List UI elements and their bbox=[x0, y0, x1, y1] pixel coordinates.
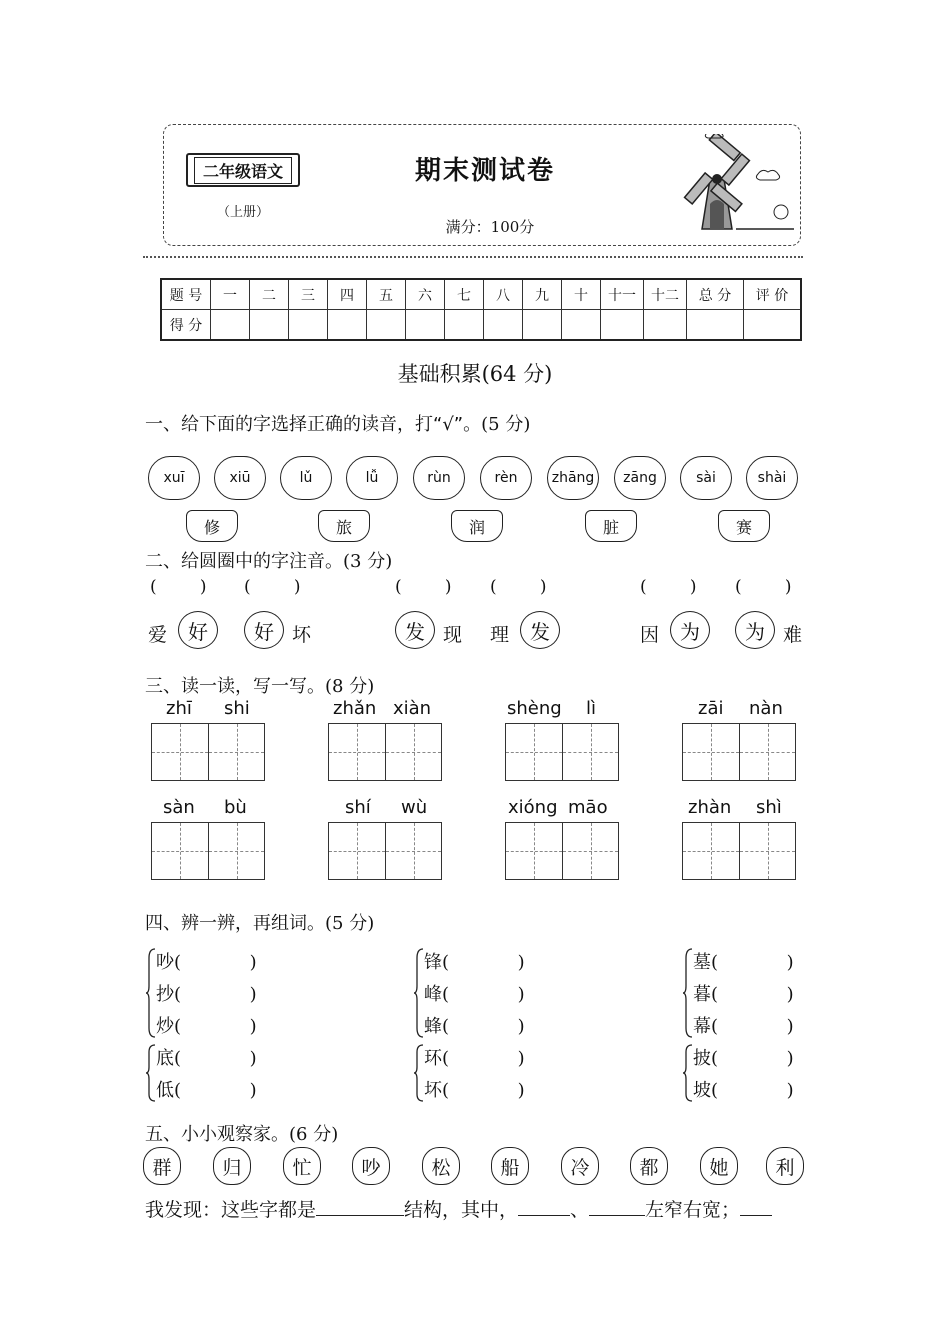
score-input[interactable] bbox=[406, 310, 445, 341]
circled-char: 好 bbox=[244, 611, 284, 649]
pinyin-option[interactable]: rùn bbox=[413, 456, 465, 500]
answer-paren[interactable]: ( ) bbox=[244, 577, 301, 597]
pinyin-option[interactable]: zāng bbox=[614, 456, 666, 500]
table-cell: 六 bbox=[406, 279, 445, 310]
plain-char: 坏 bbox=[292, 624, 312, 646]
table-cell: 十一 bbox=[601, 279, 644, 310]
brace-icon bbox=[414, 1044, 424, 1102]
table-cell: 九 bbox=[523, 279, 562, 310]
brace-icon bbox=[414, 948, 424, 1038]
score-input[interactable] bbox=[687, 310, 744, 341]
score-input[interactable] bbox=[211, 310, 250, 341]
word-item[interactable]: 幕( ) bbox=[693, 1016, 794, 1037]
answer-blank[interactable] bbox=[589, 1197, 645, 1216]
table-cell: 一 bbox=[211, 279, 250, 310]
plain-char: 现 bbox=[443, 624, 463, 646]
character-pot: 修 bbox=[186, 510, 238, 542]
flower-char: 忙 bbox=[283, 1147, 321, 1185]
pinyin: sàn bbox=[163, 797, 195, 818]
flower-char: 冷 bbox=[561, 1147, 599, 1185]
question-text: 一、给下面的字选择正确的读音，打“√”。 bbox=[145, 414, 482, 435]
pinyin-option[interactable]: rèn bbox=[480, 456, 532, 500]
question-text: 四、辨一辨，再组词。 bbox=[145, 913, 325, 934]
word-item[interactable]: 坏( ) bbox=[424, 1080, 525, 1101]
writing-grid[interactable] bbox=[151, 723, 265, 781]
character-pot: 赛 bbox=[718, 510, 770, 542]
table-cell: 二 bbox=[250, 279, 289, 310]
answer-paren[interactable]: ( ) bbox=[735, 577, 792, 597]
pinyin: māo bbox=[568, 797, 608, 818]
question-3-title bbox=[145, 672, 374, 698]
pinyin-option[interactable]: sài bbox=[680, 456, 732, 500]
pinyin: zhàn bbox=[688, 797, 732, 818]
observation-text: 结构，其中， bbox=[404, 1199, 519, 1221]
flower-char: 都 bbox=[630, 1147, 668, 1185]
brace-icon bbox=[146, 1044, 156, 1102]
writing-grid[interactable] bbox=[328, 723, 442, 781]
pinyin: shèng bbox=[507, 698, 562, 719]
section-title: 基础积累(64 分) bbox=[397, 362, 553, 386]
separator bbox=[143, 256, 803, 258]
word-item[interactable]: 锋( ) bbox=[424, 952, 525, 973]
table-cell: 得 分 bbox=[161, 310, 211, 341]
table-cell: 七 bbox=[445, 279, 484, 310]
score-input[interactable] bbox=[445, 310, 484, 341]
question-2-title bbox=[145, 547, 392, 573]
pinyin: lì bbox=[586, 698, 597, 719]
question-text: 三、读一读，写一写。 bbox=[145, 676, 325, 697]
score-input[interactable] bbox=[484, 310, 523, 341]
question-text: 五、小小观察家。 bbox=[145, 1124, 289, 1145]
flower-char: 利 bbox=[766, 1147, 804, 1185]
question-points: (6 分) bbox=[289, 1124, 339, 1145]
question-4-title bbox=[145, 909, 374, 935]
score-input[interactable] bbox=[744, 310, 802, 341]
pinyin-option[interactable]: xiū bbox=[214, 456, 266, 500]
flower-char: 群 bbox=[143, 1147, 181, 1185]
circled-char: 发 bbox=[520, 611, 560, 649]
word-item[interactable]: 披( ) bbox=[693, 1048, 794, 1069]
writing-grid[interactable] bbox=[151, 822, 265, 880]
answer-blank[interactable] bbox=[740, 1197, 772, 1216]
word-item[interactable]: 低( ) bbox=[156, 1080, 257, 1101]
writing-grid[interactable] bbox=[505, 723, 619, 781]
word-item[interactable]: 抄( ) bbox=[156, 984, 257, 1005]
word-item[interactable]: 吵( ) bbox=[156, 952, 257, 973]
plain-char: 因 bbox=[640, 624, 660, 646]
table-cell: 十 bbox=[562, 279, 601, 310]
pinyin: nàn bbox=[749, 698, 783, 719]
observation-text: 、 bbox=[570, 1199, 590, 1221]
plain-char: 理 bbox=[490, 624, 510, 646]
page-title: 期末测试卷 bbox=[414, 156, 555, 186]
answer-paren[interactable]: ( ) bbox=[395, 577, 452, 597]
circled-char: 为 bbox=[670, 611, 710, 649]
writing-grid[interactable] bbox=[682, 723, 796, 781]
circled-char: 为 bbox=[735, 611, 775, 649]
pinyin-option[interactable]: shài bbox=[746, 456, 798, 500]
flower-char: 船 bbox=[491, 1147, 529, 1185]
table-cell: 三 bbox=[289, 279, 328, 310]
pinyin: shí bbox=[345, 797, 371, 818]
character-pot: 旅 bbox=[318, 510, 370, 542]
character-pot: 脏 bbox=[585, 510, 637, 542]
brace-icon bbox=[146, 948, 156, 1038]
pinyin: shi bbox=[224, 698, 250, 719]
word-item[interactable]: 炒( ) bbox=[156, 1016, 257, 1037]
pinyin: zhǎn bbox=[333, 698, 377, 719]
pinyin-option[interactable]: xuī bbox=[148, 456, 200, 500]
observation-text: 左窄右宽； bbox=[645, 1199, 741, 1221]
flower-char: 归 bbox=[213, 1147, 251, 1185]
pinyin: wù bbox=[401, 797, 428, 818]
observation-text: 我发现：这些字都是 bbox=[145, 1199, 317, 1221]
grade-badge bbox=[186, 153, 300, 187]
writing-grid[interactable] bbox=[328, 822, 442, 880]
table-cell: 评 价 bbox=[744, 279, 802, 310]
character-pot: 润 bbox=[451, 510, 503, 542]
flower-char: 松 bbox=[422, 1147, 460, 1185]
score-input[interactable] bbox=[367, 310, 406, 341]
pinyin: shì bbox=[756, 797, 782, 818]
word-item[interactable]: 墓( ) bbox=[693, 952, 794, 973]
table-cell: 八 bbox=[484, 279, 523, 310]
table-cell: 总 分 bbox=[687, 279, 744, 310]
score-input[interactable] bbox=[523, 310, 562, 341]
volume-label: （上册） bbox=[216, 205, 269, 220]
score-input[interactable] bbox=[644, 310, 687, 341]
table-cell: 十二 bbox=[644, 279, 687, 310]
pinyin: zhī bbox=[166, 698, 192, 719]
score-input[interactable] bbox=[289, 310, 328, 341]
score-table bbox=[160, 278, 802, 341]
plain-char: 爱 bbox=[148, 624, 168, 646]
answer-paren[interactable]: ( ) bbox=[640, 577, 697, 597]
word-item[interactable]: 坡( ) bbox=[693, 1080, 794, 1101]
answer-paren[interactable]: ( ) bbox=[150, 577, 207, 597]
pinyin-option[interactable]: lǔ bbox=[280, 456, 332, 500]
flower-char: 吵 bbox=[352, 1147, 390, 1185]
writing-grid[interactable] bbox=[505, 822, 619, 880]
question-points: (5 分) bbox=[325, 913, 375, 934]
pinyin: bù bbox=[224, 797, 247, 818]
windmill-icon bbox=[676, 134, 796, 234]
pinyin: xióng bbox=[508, 797, 558, 818]
pinyin: zāi bbox=[698, 698, 724, 719]
table-cell: 题 号 bbox=[161, 279, 211, 310]
word-item[interactable]: 峰( ) bbox=[424, 984, 525, 1005]
word-item[interactable]: 暮( ) bbox=[693, 984, 794, 1005]
observation-line bbox=[145, 1195, 772, 1222]
score-input[interactable] bbox=[250, 310, 289, 341]
answer-paren[interactable]: ( ) bbox=[490, 577, 547, 597]
brace-icon bbox=[683, 948, 693, 1038]
score-input[interactable] bbox=[601, 310, 644, 341]
pinyin: xiàn bbox=[393, 698, 432, 719]
word-item[interactable]: 蜂( ) bbox=[424, 1016, 525, 1037]
word-item[interactable]: 环( ) bbox=[424, 1048, 525, 1069]
word-item[interactable]: 底( ) bbox=[156, 1048, 257, 1069]
answer-blank[interactable] bbox=[518, 1197, 570, 1216]
plain-char: 难 bbox=[783, 624, 803, 646]
circled-char: 发 bbox=[395, 611, 435, 649]
full-mark: 满分：100分 bbox=[445, 218, 535, 236]
question-1-title bbox=[145, 410, 530, 436]
question-points: (8 分) bbox=[325, 676, 375, 697]
score-input[interactable] bbox=[328, 310, 367, 341]
brace-icon bbox=[683, 1044, 693, 1102]
writing-grid[interactable] bbox=[682, 822, 796, 880]
grade-label: 二年级语文 bbox=[194, 157, 292, 184]
table-cell: 五 bbox=[367, 279, 406, 310]
answer-blank[interactable] bbox=[316, 1197, 404, 1216]
table-cell: 四 bbox=[328, 279, 367, 310]
circled-char: 好 bbox=[178, 611, 218, 649]
pinyin-option[interactable]: zhāng bbox=[547, 456, 599, 500]
flower-char: 她 bbox=[700, 1147, 738, 1185]
question-points: (3 分) bbox=[343, 551, 393, 572]
question-points: (5 分) bbox=[481, 414, 531, 435]
score-input[interactable] bbox=[562, 310, 601, 341]
question-5-title bbox=[145, 1120, 338, 1146]
pinyin-option[interactable]: lǚ bbox=[346, 456, 398, 500]
question-text: 二、给圆圈中的字注音。 bbox=[145, 551, 343, 572]
